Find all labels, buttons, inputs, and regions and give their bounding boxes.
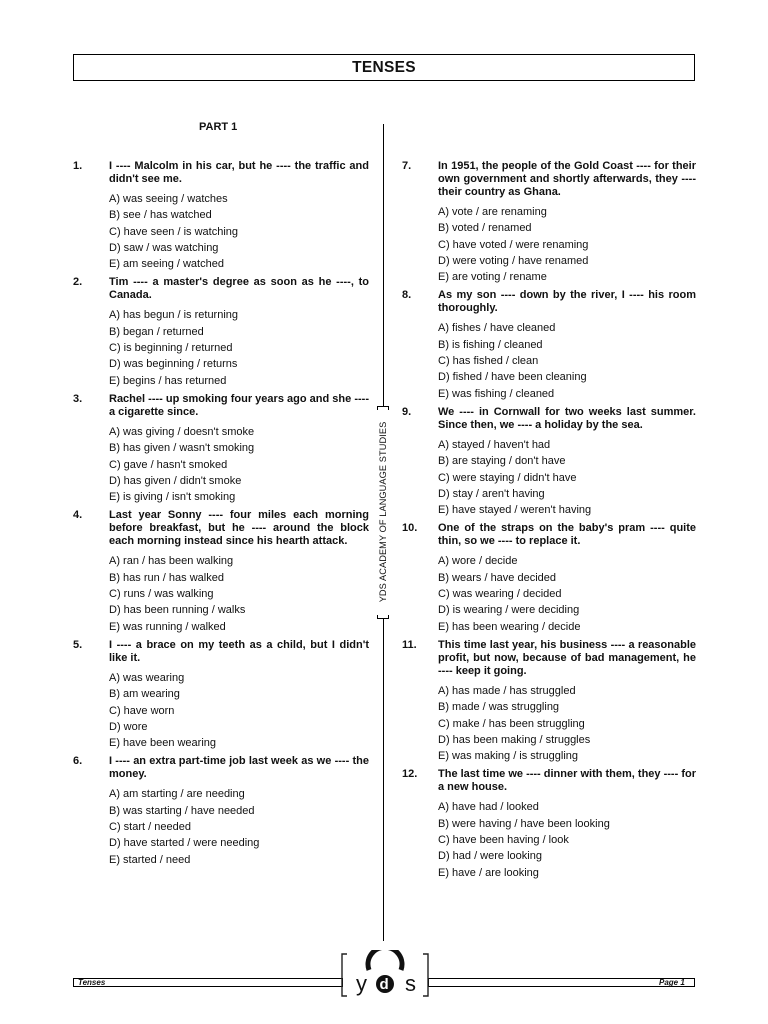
answer-option[interactable]: E) was running / walked xyxy=(109,620,226,633)
label-bracket-top xyxy=(377,406,389,410)
answer-option[interactable]: C) were staying / didn't have xyxy=(438,471,577,484)
page-title: TENSES xyxy=(73,54,695,81)
answer-options xyxy=(109,786,369,867)
answer-option[interactable]: C) was wearing / decided xyxy=(438,588,562,601)
answer-option[interactable]: B) began / returned xyxy=(109,325,204,338)
answer-option[interactable]: D) was beginning / returns xyxy=(109,358,238,371)
answer-option[interactable]: E) have / are looking xyxy=(438,866,539,879)
question-header xyxy=(402,160,696,199)
logo-letter-y: y xyxy=(356,971,367,996)
answer-option[interactable]: E) was fishing / cleaned xyxy=(438,387,555,400)
question-4 xyxy=(73,509,369,634)
answer-option[interactable]: A) was wearing xyxy=(109,671,185,684)
academy-side-label: YDS ACADEMY OF LANGUAGE STUDIES xyxy=(378,421,388,603)
logo-letter-s: s xyxy=(405,971,416,996)
question-number: 2. xyxy=(73,276,83,289)
answer-option[interactable]: C) gave / hasn't smoked xyxy=(109,458,228,471)
answer-option[interactable]: D) stay / aren't having xyxy=(438,487,545,500)
question-11 xyxy=(402,639,696,764)
question-5 xyxy=(73,639,369,751)
question-number: 10. xyxy=(402,522,418,535)
question-stem: Rachel ---- up smoking four years ago and she ---- a cigarette since. xyxy=(109,392,369,418)
question-header xyxy=(73,509,369,548)
question-8 xyxy=(402,289,696,401)
answer-option[interactable]: E) has been wearing / decide xyxy=(438,620,581,633)
answer-options xyxy=(438,437,696,518)
questions-left-column xyxy=(73,160,369,872)
footer-left-box xyxy=(73,978,343,987)
answer-option[interactable]: D) has been making / struggles xyxy=(438,733,591,746)
answer-option[interactable]: D) were voting / have renamed xyxy=(438,254,589,267)
answer-option[interactable]: C) have voted / were renaming xyxy=(438,238,589,251)
answer-option[interactable]: B) has run / has walked xyxy=(109,571,224,584)
answer-option[interactable]: E) begins / has returned xyxy=(109,374,227,387)
answer-option[interactable]: C) is beginning / returned xyxy=(109,342,233,355)
answer-option[interactable]: A) wore / decide xyxy=(438,555,518,568)
questions-right-column xyxy=(402,160,696,885)
question-stem: I ---- an extra part-time job last week as we ---- the money. xyxy=(109,755,369,781)
answer-option[interactable]: C) have seen / is watching xyxy=(109,225,239,238)
answer-option[interactable]: E) are voting / rename xyxy=(438,271,547,284)
answer-option[interactable]: E) started / need xyxy=(109,853,191,866)
question-stem: I ---- Malcolm in his car, but he ---- the traffic and didn't see me. xyxy=(109,160,369,185)
answer-option[interactable]: B) are staying / don't have xyxy=(438,455,566,468)
column-divider-bottom xyxy=(383,619,384,941)
answer-option[interactable]: B) voted / renamed xyxy=(438,222,532,235)
answer-options xyxy=(438,683,696,764)
answer-option[interactable]: C) have been having / look xyxy=(438,834,569,847)
question-1 xyxy=(73,160,369,272)
yds-logo xyxy=(341,950,429,1000)
answer-option[interactable]: C) start / needed xyxy=(109,821,191,834)
answer-option[interactable]: C) make / has been struggling xyxy=(438,717,585,730)
question-3 xyxy=(73,393,369,505)
answer-option[interactable]: E) am seeing / watched xyxy=(109,258,224,271)
question-number: 12. xyxy=(402,768,418,781)
logo-letter-d: d xyxy=(379,976,389,993)
answer-option[interactable]: A) was giving / doesn't smoke xyxy=(109,425,255,438)
question-stem: We ---- in Cornwall for two weeks last summer. Since then, we ---- a holiday by the sea. xyxy=(438,405,696,431)
question-12 xyxy=(402,768,696,880)
answer-option[interactable]: B) made / was struggling xyxy=(438,701,560,714)
footer-page-number: Page 1 xyxy=(659,978,685,987)
question-stem: The last time we ---- dinner with them, they ---- for a new house. xyxy=(438,768,696,794)
answer-options xyxy=(109,670,369,751)
question-stem: One of the straps on the baby's pram ---- quite thin, so we ---- to replace it. xyxy=(438,522,696,548)
answer-option[interactable]: A) vote / are renaming xyxy=(438,206,547,218)
footer-right-box xyxy=(428,978,695,987)
question-header xyxy=(73,276,369,302)
part-heading: PART 1 xyxy=(199,121,238,133)
question-stem: In 1951, the people of the Gold Coast ---- for their own government and shortly afterwards, they ---- their country as Ghana. xyxy=(438,160,696,198)
answer-option[interactable]: D) saw / was watching xyxy=(109,241,219,254)
question-header xyxy=(402,406,696,432)
question-number: 9. xyxy=(402,405,412,418)
answer-option[interactable]: E) was making / is struggling xyxy=(438,750,578,763)
answer-option[interactable]: A) am starting / are needing xyxy=(109,788,245,801)
answer-option[interactable]: D) fished / have been cleaning xyxy=(438,371,587,384)
question-stem: Tim ---- a master's degree as soon as he ----, to Canada. xyxy=(109,276,369,302)
question-header xyxy=(402,768,696,794)
answer-option[interactable]: E) have stayed / weren't having xyxy=(438,504,592,517)
answer-option[interactable]: D) had / were looking xyxy=(438,850,542,863)
question-2 xyxy=(73,276,369,388)
answer-option[interactable]: C) runs / was walking xyxy=(109,588,214,601)
answer-options xyxy=(438,553,696,634)
footer-title: Tenses xyxy=(78,978,106,987)
answer-options xyxy=(438,204,696,285)
answer-option[interactable]: D) has been running / walks xyxy=(109,604,246,617)
question-header xyxy=(402,639,696,678)
answer-option[interactable]: B) were having / have been looking xyxy=(438,817,610,830)
answer-option[interactable]: C) have worn xyxy=(109,704,175,717)
question-number: 7. xyxy=(402,160,412,172)
answer-option[interactable]: D) wore xyxy=(109,720,148,733)
question-stem: I ---- a brace on my teeth as a child, but I didn't like it. xyxy=(109,638,369,664)
question-number: 1. xyxy=(73,160,83,172)
answer-option[interactable]: B) see / has watched xyxy=(109,209,212,222)
question-10 xyxy=(402,522,696,634)
answer-option[interactable]: B) is fishing / cleaned xyxy=(438,338,543,351)
answer-option[interactable]: A) ran / has been walking xyxy=(109,555,234,568)
question-header xyxy=(402,522,696,548)
answer-option[interactable]: B) wears / have decided xyxy=(438,571,557,584)
answer-option[interactable]: C) has fished / clean xyxy=(438,355,539,368)
answer-option[interactable]: B) am wearing xyxy=(109,688,180,701)
answer-option[interactable]: D) have started / were needing xyxy=(109,837,260,850)
question-stem: Last year Sonny ---- four miles each morning before breakfast, but he ---- around the block each morning instead since his hearth attack. xyxy=(109,509,369,548)
answer-option[interactable]: A) was seeing / watches xyxy=(109,193,228,205)
answer-options xyxy=(438,799,696,880)
column-divider-top xyxy=(383,124,384,406)
question-6 xyxy=(73,755,369,867)
answer-option[interactable]: A) has made / has struggled xyxy=(438,684,576,697)
question-number: 6. xyxy=(73,755,83,768)
answer-option[interactable]: A) has begun / is returning xyxy=(109,309,239,322)
question-number: 8. xyxy=(402,289,412,302)
question-9 xyxy=(402,406,696,518)
question-number: 3. xyxy=(73,392,83,405)
question-number: 4. xyxy=(73,509,83,522)
answer-options xyxy=(109,307,369,388)
question-header xyxy=(402,289,696,315)
question-number: 11. xyxy=(402,638,417,651)
answer-option[interactable]: B) was starting / have needed xyxy=(109,804,255,817)
question-7 xyxy=(402,160,696,285)
question-number: 5. xyxy=(73,638,83,651)
answer-option[interactable]: E) is giving / isn't smoking xyxy=(109,491,236,504)
question-header xyxy=(73,393,369,419)
answer-option[interactable]: A) have had / looked xyxy=(438,801,539,814)
answer-option[interactable]: E) have been wearing xyxy=(109,737,217,750)
answer-options xyxy=(438,320,696,401)
answer-option[interactable]: A) fishes / have cleaned xyxy=(438,322,556,335)
question-header xyxy=(73,160,369,186)
question-stem: This time last year, his business ---- a reasonable profit, but now, because of bad management, he ---- keep it going. xyxy=(438,638,696,677)
answer-options xyxy=(109,424,369,505)
question-header xyxy=(73,755,369,781)
question-stem: As my son ---- down by the river, I ---- his room thoroughly. xyxy=(438,289,696,315)
answer-option[interactable]: D) has given / didn't smoke xyxy=(109,474,242,487)
answer-options xyxy=(109,553,369,634)
answer-option[interactable]: D) is wearing / were deciding xyxy=(438,604,580,617)
question-header xyxy=(73,639,369,665)
answer-options xyxy=(109,191,369,272)
answer-option[interactable]: A) stayed / haven't had xyxy=(438,438,551,451)
answer-option[interactable]: B) has given / wasn't smoking xyxy=(109,442,255,455)
